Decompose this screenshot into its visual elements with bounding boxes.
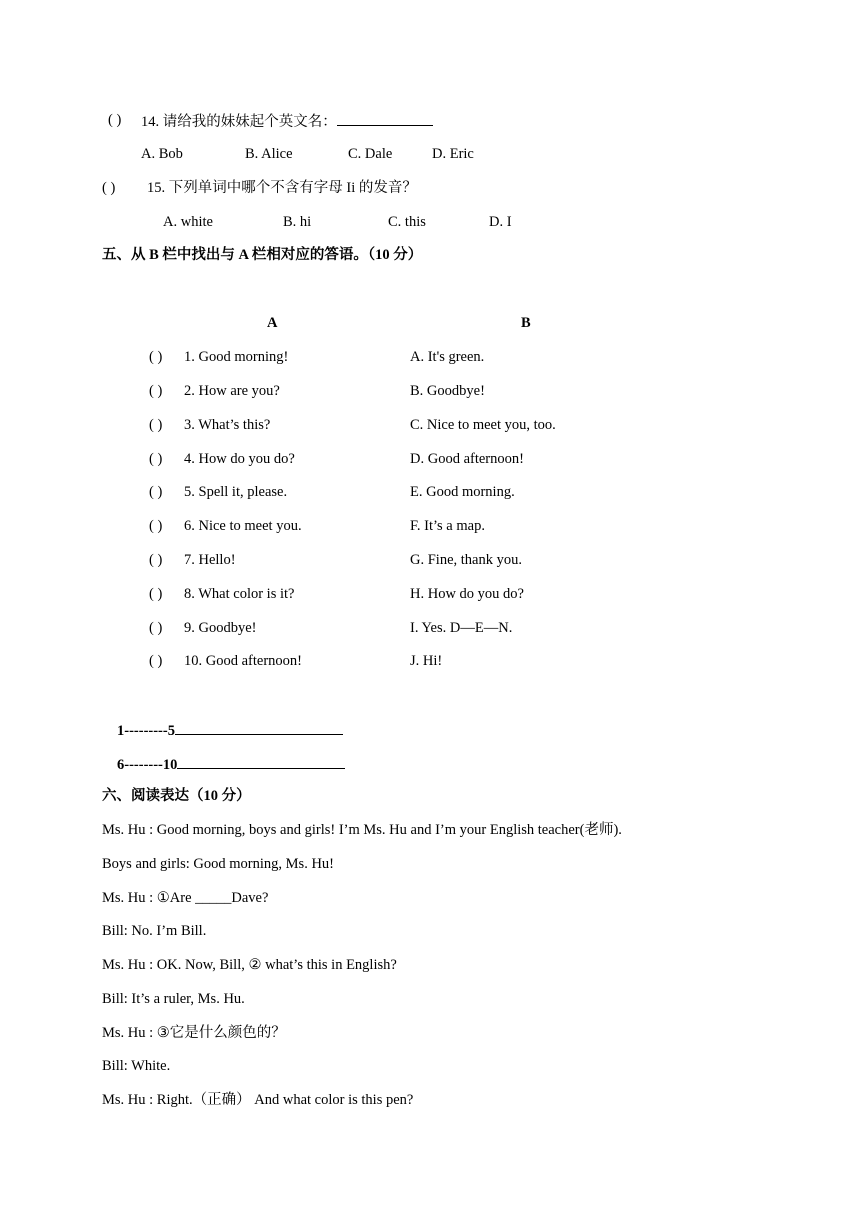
match-paren-1: ( )	[149, 349, 163, 365]
q14-text	[141, 111, 433, 131]
dialogue-line-1: Ms. Hu : Good morning, boys and girls! I’m Ms. Hu and I’m your English teacher(老师).	[102, 822, 622, 838]
answer-line-1	[117, 720, 343, 740]
match-item-a-2: 2. How are you?	[184, 383, 280, 399]
match-item-b-7: G. Fine, thank you.	[410, 552, 522, 568]
match-paren-6: ( )	[149, 518, 163, 534]
q14-option-b: B. Alice	[245, 146, 293, 162]
q14-answer-blank	[337, 111, 433, 126]
match-item-a-5: 5. Spell it, please.	[184, 484, 288, 500]
match-item-b-6: F. It’s a map.	[410, 518, 485, 534]
answer-line-2	[117, 754, 345, 774]
answer-label-2: 6--------10	[117, 757, 178, 773]
match-item-a-10: 10. Good afternoon!	[184, 653, 302, 669]
answer-label-1: 1---------5	[117, 723, 175, 739]
dialogue-line-6: Bill: It’s a ruler, Ms. Hu.	[102, 991, 245, 1007]
match-item-b-8: H. How do you do?	[410, 586, 524, 602]
match-item-b-3: C. Nice to meet you, too.	[410, 417, 556, 433]
match-paren-10: ( )	[149, 653, 163, 669]
q14-option-c: C. Dale	[348, 146, 393, 162]
q14-option-a: A. Bob	[141, 146, 183, 162]
match-item-a-8: 8. What color is it?	[184, 586, 295, 602]
dialogue-line-8: Bill: White.	[102, 1058, 171, 1074]
match-item-b-2: B. Goodbye!	[410, 383, 485, 399]
dialogue-line-4: Bill: No. I’m Bill.	[102, 923, 207, 939]
match-item-b-4: D. Good afternoon!	[410, 451, 524, 467]
match-item-a-4: 4. How do you do?	[184, 451, 295, 467]
q15-question: 15. 下列单词中哪个不含有字母 Ii 的发音？	[147, 180, 417, 196]
match-paren-4: ( )	[149, 451, 163, 467]
dialogue-line-2: Boys and girls: Good morning, Ms. Hu!	[102, 856, 334, 872]
match-item-b-5: E. Good morning.	[410, 484, 515, 500]
q15-option-c: C. this	[388, 214, 426, 230]
q15-option-a: A. white	[163, 214, 213, 230]
match-item-a-7: 7. Hello!	[184, 552, 236, 568]
dialogue-line-5: Ms. Hu : OK. Now, Bill, ② what’s this in English?	[102, 957, 397, 973]
q14-option-d: D. Eric	[432, 146, 474, 162]
column-b-header: B	[521, 315, 531, 331]
match-item-b-1: A. It's green.	[410, 349, 485, 365]
match-item-a-1: 1. Good morning!	[184, 349, 289, 365]
match-item-b-10: J. Hi!	[410, 653, 443, 669]
q15-paren: ( )	[102, 180, 116, 196]
q14-paren: ( )	[108, 112, 122, 128]
column-a-header: A	[267, 315, 278, 331]
section6-title: 六、阅读表达（10 分）	[102, 788, 251, 804]
dialogue-line-9: Ms. Hu : Right.（正确） And what color is this pen?	[102, 1092, 414, 1108]
match-item-b-9: I. Yes. D—E—N.	[410, 620, 513, 636]
match-paren-3: ( )	[149, 417, 163, 433]
dialogue-line-3: Ms. Hu : ①Are _____Dave?	[102, 890, 269, 906]
q15-option-d: D. I	[489, 214, 512, 230]
match-paren-8: ( )	[149, 586, 163, 602]
match-paren-9: ( )	[149, 620, 163, 636]
match-paren-7: ( )	[149, 552, 163, 568]
match-item-a-9: 9. Goodbye!	[184, 620, 257, 636]
q14-question: 14. 请给我的妹妹起个英文名：	[141, 114, 337, 130]
answer-blank-2	[177, 754, 345, 769]
match-paren-2: ( )	[149, 383, 163, 399]
section5-title: 五、从 B 栏中找出与 A 栏相对应的答语。（10 分）	[102, 247, 423, 263]
match-paren-5: ( )	[149, 484, 163, 500]
match-item-a-6: 6. Nice to meet you.	[184, 518, 302, 534]
dialogue-line-7: Ms. Hu : ③它是什么颜色的？	[102, 1025, 286, 1041]
answer-blank-1	[175, 720, 343, 735]
match-item-a-3: 3. What’s this?	[184, 417, 271, 433]
q15-option-b: B. hi	[283, 214, 312, 230]
